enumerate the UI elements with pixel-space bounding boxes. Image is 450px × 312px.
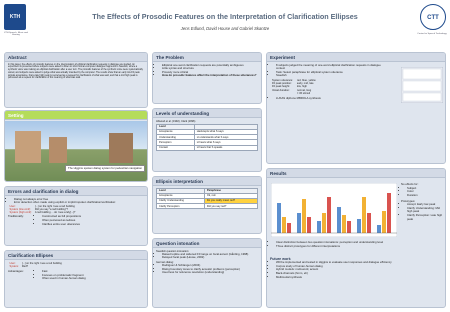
level-cell: Acceptance [157,129,195,134]
param-key: System utterance: [272,79,293,82]
advantage-item: • Fast [42,270,86,274]
advantage-item: • Often used in human-human dialog [42,277,86,281]
german-point: • Used less for reference resolution (understanding) [162,271,258,275]
clarification-heading: Clarification Ellipses [5,251,147,260]
dialog-speaker: System (high conf): [9,211,32,215]
swedish-point: • Delayed focal peak (House, 2002) [162,256,258,260]
level-cell: Perception [157,140,195,145]
traditional-point: • Clarifies entire user utterances [42,223,81,227]
clarification-dialog [8,262,63,268]
dialog-text: [...] on the right I see a red building [21,261,62,265]
traditional-point: • Often perceived as tedious [42,219,81,223]
errors-panel [4,186,148,246]
level-desc: H understands what S says [194,135,257,140]
stimuli-count: = 36 stimuli [296,91,311,95]
results-chart-image [271,183,397,237]
dialog-speaker: System: [9,264,19,268]
legend-item: • Duration [407,194,445,198]
level-cell: Understanding [157,135,195,140]
future-bullet: • Will be implemented and tested in Higgins to evaluate user responses and dialogue efficiency [276,261,442,265]
swedish-point: • Raised topline and widened F0 range on focal accent (Gårding, 1998) [162,253,258,257]
param-key: Vowel duration: [272,88,290,92]
abstract-heading: Abstract [5,53,147,62]
ellipsis-para: Did you say red? [204,204,257,209]
higgins-3d-scene-image [5,121,148,182]
german-points [156,264,258,275]
future-bullet: • Corpus study of human-human dialog [276,265,442,269]
poster-authors: Jens Edlund, David House and Gabriel Skantze [180,26,270,31]
param-value: red, blue, yellow [296,79,316,82]
param-value: normal, long [296,88,312,92]
experiment-bullet: • Task: Select paraphrase for elliptical system utterance [276,71,390,75]
ellipsis-level: Acceptance [157,193,205,198]
advantages-list [36,270,86,281]
levels-citation: Allwood et al. (1992), Clark (1996) [156,119,196,123]
level-desc: H hears what S says [194,140,257,145]
results-heading: Results [267,169,445,178]
dialog-speaker: System (low conf): [9,207,31,211]
prototype-item: • Accept: Early low peak [407,203,445,207]
legend-title: No effects for: [401,182,419,186]
experiment-heading: Experiment [267,53,445,62]
results-legend [401,183,445,221]
ellipsis-table [156,188,258,210]
param-key: F0 peak height: [272,85,290,89]
ellipsis-col-para: Paraphrase [204,188,257,193]
setting-panel [4,110,148,182]
ellipsis-para: Do you really mean red? [204,198,257,203]
poster-title: The Effects of Prosodic Features on the Interpretation of Clarification Ellipses [92,12,358,21]
experiment-tool [270,97,390,101]
abstract-text: In this paper, the effects of prosodic features on the interpretation of elliptical clarification requests in dialogue are studied. An experiment is presented where subjects were asked to listen to short human-computer dialogue fragments in Swedish, where a synthetic voice was making an elliptical clarification after a user turn. The prosodic features of the synthetic voice were systematically varied, and subjects were asked to judge what was actually intended by the computer. The results show that an early low F0 peak signals acceptance, that a late high peak is perceived as a request for clarification of what was said, and that a mid high peak is perceived as a request for clarification of the meaning of what was said. [8,63,143,80]
traditional-points [36,215,81,226]
level-desc: H hears that S speaks [194,145,257,150]
experiment-panel [266,52,446,164]
param-key: F0 peak position: [272,82,292,86]
levels-col-level: Level [157,124,195,129]
errors-dialog [8,205,77,215]
errors-heading: Errors and clarification in dialog [5,187,147,196]
results-bullet: • Clear distinction between two question intonations: perception and understanding level [276,241,442,245]
traditional-point: • Constructed as full propositions [42,215,81,219]
dialog-text: [...] on the right I see a red building [34,204,75,208]
results-findings [270,241,442,248]
experiment-bullets [270,64,390,79]
ellipsis-level: Clarify Understanding [157,198,205,203]
setting-heading: Setting [5,111,147,120]
problem-bullets [156,64,258,79]
traditionally-label: Traditionally: [8,214,24,219]
ellipsis-panel [152,176,262,234]
problem-panel [152,52,262,104]
levels-panel [152,108,262,172]
levels-heading: Levels of understanding [153,109,261,118]
prototype-item: • Clarify Perception: Late high peak [407,214,445,221]
ellipsis-para: Ok, red. [204,193,257,198]
clarification-panel [4,250,148,308]
table-row [157,145,258,150]
problem-question: • How do prosodic features affect the interpretation of these utterances? [162,74,258,78]
ctt-logo-text: CTT [427,15,439,21]
experiment-bullet: • Swedish [276,74,390,78]
results-bullet: • Three distinct prototypes for different interpretations [276,245,442,249]
table-row [157,204,258,209]
dialog-speaker: User: [9,204,16,208]
problem-bullet: • Prosody more critical [162,71,258,75]
swedish-points [156,253,258,260]
swedish-label: Swedish question intonation: [156,249,190,253]
question-panel [152,238,262,308]
future-bullet: • Back-channels (hmm, eh) [276,272,442,276]
experiment-bullet: • 8 subjects judged the meaning of one-word elliptical clarification requests in dialogue context [276,64,390,71]
results-panel [266,168,446,308]
abstract-panel [4,52,148,108]
dialog-text: Red? [21,264,29,268]
problem-bullet: • Elliptical one-word clarification requests are potentially ambiguous [162,64,258,68]
dialog-text: A red building ... do I see a lefy[...]? [34,211,76,215]
building-shape [49,137,67,163]
experiment-params [270,79,318,95]
legend-items [401,187,445,198]
results-bullets [270,241,442,248]
problem-bullet: • Little syntax and structure [162,67,258,71]
question-heading: Question intonation [153,239,261,248]
advantage-item: • Focuses on problematic fragment [42,274,86,278]
ctt-logo [420,4,446,30]
building-shape [15,131,41,163]
dialog-text: Did you say "a red building"? [34,207,68,211]
level-cell: Contact [157,145,195,150]
ctt-caption: Centre for Speech Technology [417,33,447,35]
kth-logo [4,4,26,30]
future-bullet: • Hybrid models: multi-word, accent [276,268,442,272]
building-shape [109,133,133,163]
german-point: • Rising boundary tones to clarify acoustic problems (perception) [162,268,258,272]
experiment-screenshot-image [401,67,443,103]
future-bullets [270,261,442,279]
prototype-item: • Clarify Understanding: Mid high peak [407,207,445,214]
advantages-label: Advantages: [8,268,24,273]
level-desc: Hackcepts what S says [194,129,257,134]
errors-bullets [8,198,144,205]
future-bullet: • Multimodal synthesis [276,276,442,280]
errors-bullet: • Error detection often made using explicit or implicit spoken clarification/verification: [14,201,144,205]
future-section [270,257,442,279]
prototypes-label: Prototypes: [401,198,416,203]
param-value: low, high [296,85,307,89]
errors-bullet: • Dialog not always error free [14,198,144,202]
legend-item: • Subject [407,187,445,191]
problem-heading: The Problem [153,53,261,62]
ellipsis-heading: Ellipsis interpretation [153,177,261,186]
future-heading: Future work [270,257,291,261]
tool-item: • LUKAS diphone MBROLA synthesis [276,97,390,101]
german-label: German dialog: [156,260,174,264]
legend-item: • Color [407,190,445,194]
ellipsis-level: Clarify Perception [157,204,205,209]
german-point: • Rodriguez & Schlangen (2004) [162,264,258,268]
setting-caption: The Higgins spoken dialog system for pedestrian navigation [65,165,145,172]
levels-table [156,124,258,151]
param-value: early, mid, late [296,82,314,86]
dialog-speaker: User: [9,261,16,265]
prototypes-list [401,203,445,221]
ellipsis-col-level: Level [157,188,205,193]
kth-caption: KTH Speech, Music and Hearing [4,32,28,37]
kth-logo-text: KTH [9,14,21,20]
